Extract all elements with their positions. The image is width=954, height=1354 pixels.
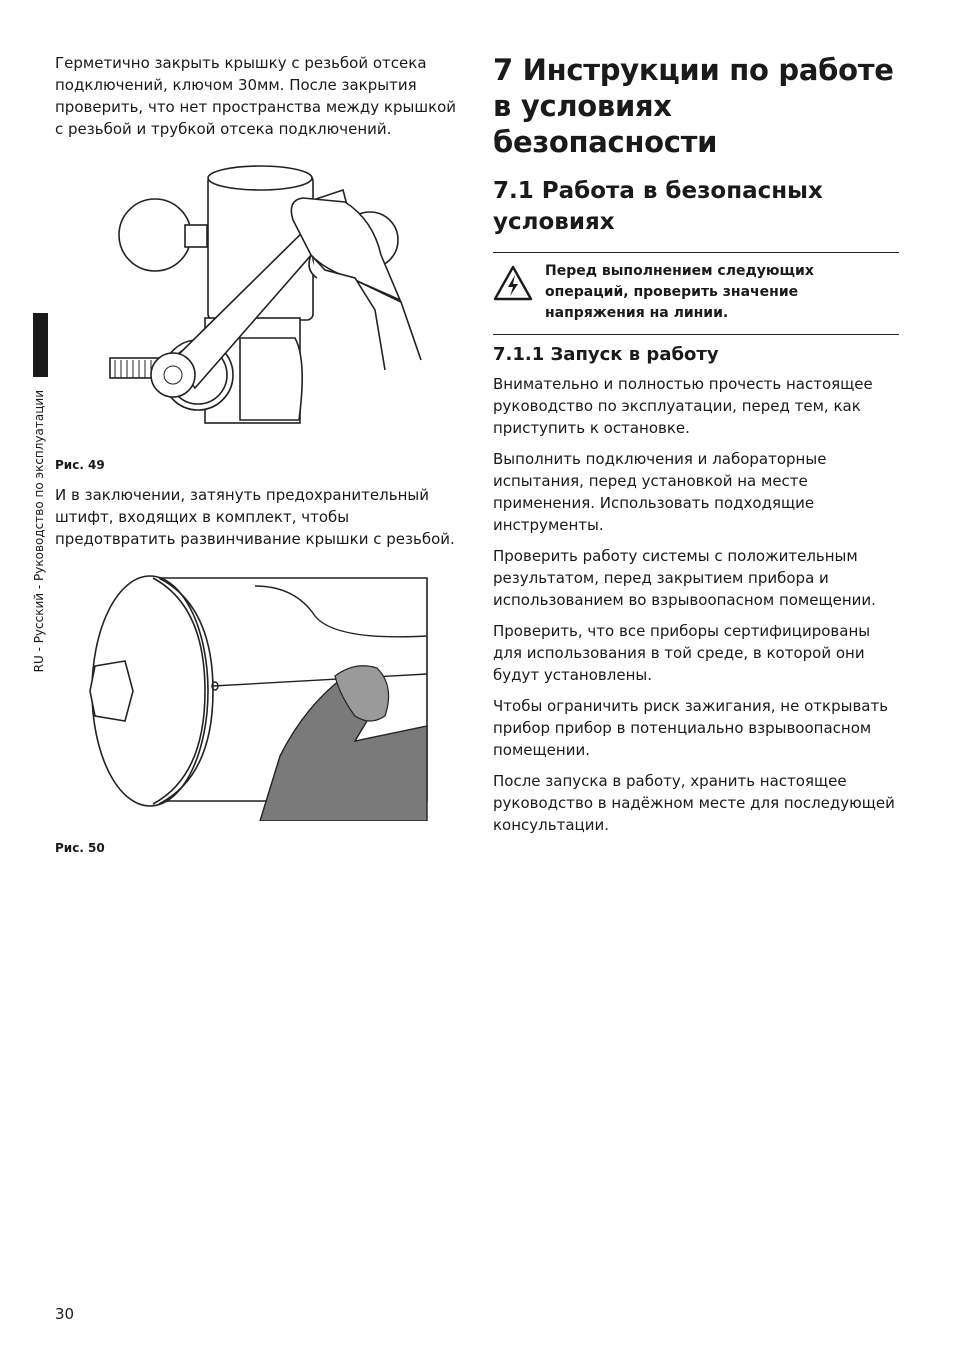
section-marker-bar <box>33 313 48 377</box>
section-title: 7.1 Работа в безопасных условиях <box>493 178 823 235</box>
instruction-paragraph-1: Герметично закрыть крышку с резьбой отсека подключений, ключом 30мм. После закрытия проверить, что нет пространства между крышкой с резьбой и трубкой отсека подключений. <box>55 54 457 138</box>
figure-50-caption: Рис. 50 <box>55 841 105 855</box>
subsection-title: 7.1.1 Запуск в работу <box>493 344 719 365</box>
wrench-tightening-illustration <box>55 160 465 450</box>
startup-paragraph: Внимательно и полностью прочесть настоящее руководство по эксплуатации, перед тем, как приступить к остановке. <box>493 375 873 437</box>
figure-49 <box>55 160 465 450</box>
instruction-paragraph-2: И в заключении, затянуть предохранительный штифт, входящих в комплект, чтобы предотвратить развинчивание крышки с резьбой. <box>55 486 455 548</box>
figure-49-caption: Рис. 49 <box>55 458 105 472</box>
chapter-title: 7 Инструкции по работе в условиях безопасности <box>493 53 894 159</box>
startup-paragraph: После запуска в работу, хранить настоящее руководство в надёжном месте для последующей консультации. <box>493 772 895 834</box>
startup-paragraph: Чтобы ограничить риск зажигания, не открывать прибор прибор в потенциально взрывоопасном помещении. <box>493 697 889 759</box>
figure-50 <box>55 566 465 821</box>
startup-instructions <box>493 373 899 836</box>
high-voltage-warning-icon <box>493 265 533 301</box>
left-column <box>55 52 465 855</box>
warning-text: Перед выполнением следующих операций, проверить значение напряжения на линии. <box>545 263 814 321</box>
warning-box <box>493 252 899 335</box>
startup-paragraph: Проверить, что все приборы сертифицированы для использования в той среде, в которой они будут установлены. <box>493 622 871 684</box>
right-column <box>493 52 899 836</box>
startup-paragraph: Проверить работу системы с положительным результатом, перед закрытием прибора и использованием во взрывоопасном помещении. <box>493 547 876 609</box>
sidebar-label: RU - Русский - Руководство по эксплуатации <box>32 390 46 673</box>
page-number: 30 <box>55 1305 75 1323</box>
startup-paragraph: Выполнить подключения и лабораторные испытания, перед установкой на месте применения. Использовать подходящие инструменты. <box>493 450 827 534</box>
safety-pin-illustration <box>55 566 465 821</box>
